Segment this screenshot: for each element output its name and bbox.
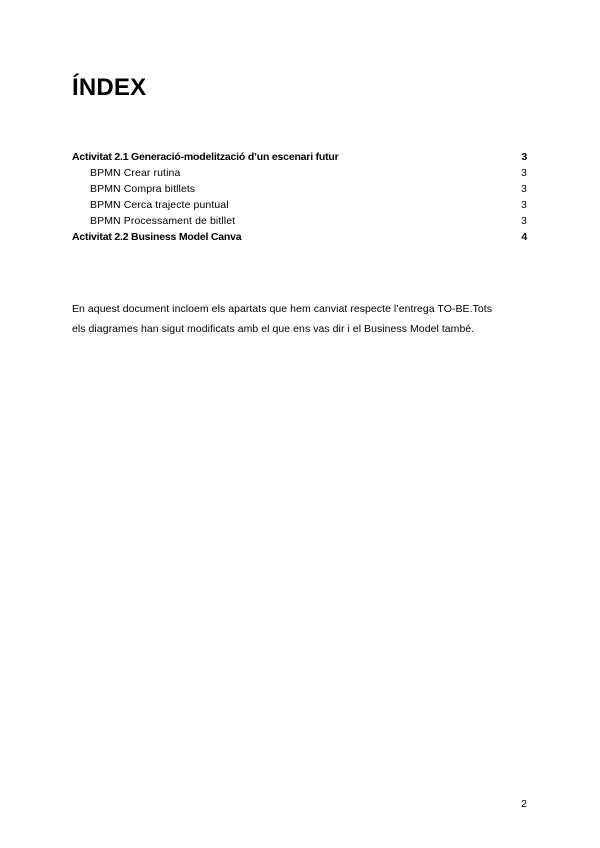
toc-entry-page: 3 (521, 151, 527, 163)
toc-entry-bpmn-crear-rutina[interactable] (72, 165, 527, 181)
table-of-contents (72, 149, 527, 245)
toc-entry-page: 4 (521, 231, 527, 243)
page-number: 2 (521, 798, 527, 810)
toc-entry-bpmn-compra-bitllets[interactable] (72, 181, 527, 197)
toc-entry-label: BPMN Cerca trajecte puntual (90, 199, 229, 211)
toc-entry-label: BPMN Processament de bitllet (90, 215, 236, 227)
toc-entry-page: 3 (521, 199, 527, 211)
toc-entry-page: 3 (521, 167, 527, 179)
toc-entry-page: 3 (521, 183, 527, 195)
toc-entry-label: Activitat 2.2 Business Model Canva (72, 231, 242, 243)
toc-entry-page: 3 (521, 215, 527, 227)
intro-line-2: els diagrames han sigut modificats amb el que ens vas dir i el Business Model també. (72, 323, 475, 335)
toc-entry-bpmn-cerca-trajecte[interactable] (72, 197, 527, 213)
intro-line-1: En aquest document incloem els apartats que hem canviat respecte l’entrega TO-BE.Tots (72, 303, 493, 315)
toc-entry-activitat-2-1[interactable] (72, 149, 527, 165)
toc-entry-label: BPMN Crear rutina (90, 167, 181, 179)
intro-paragraph (72, 299, 532, 339)
page-title: ÍNDEX (72, 74, 147, 101)
toc-entry-label: Activitat 2.1 Generació-modelització d’un escenari futur (72, 151, 339, 163)
toc-entry-activitat-2-2[interactable] (72, 229, 527, 245)
toc-entry-bpmn-processament[interactable] (72, 213, 527, 229)
toc-entry-label: BPMN Compra bitllets (90, 183, 196, 195)
